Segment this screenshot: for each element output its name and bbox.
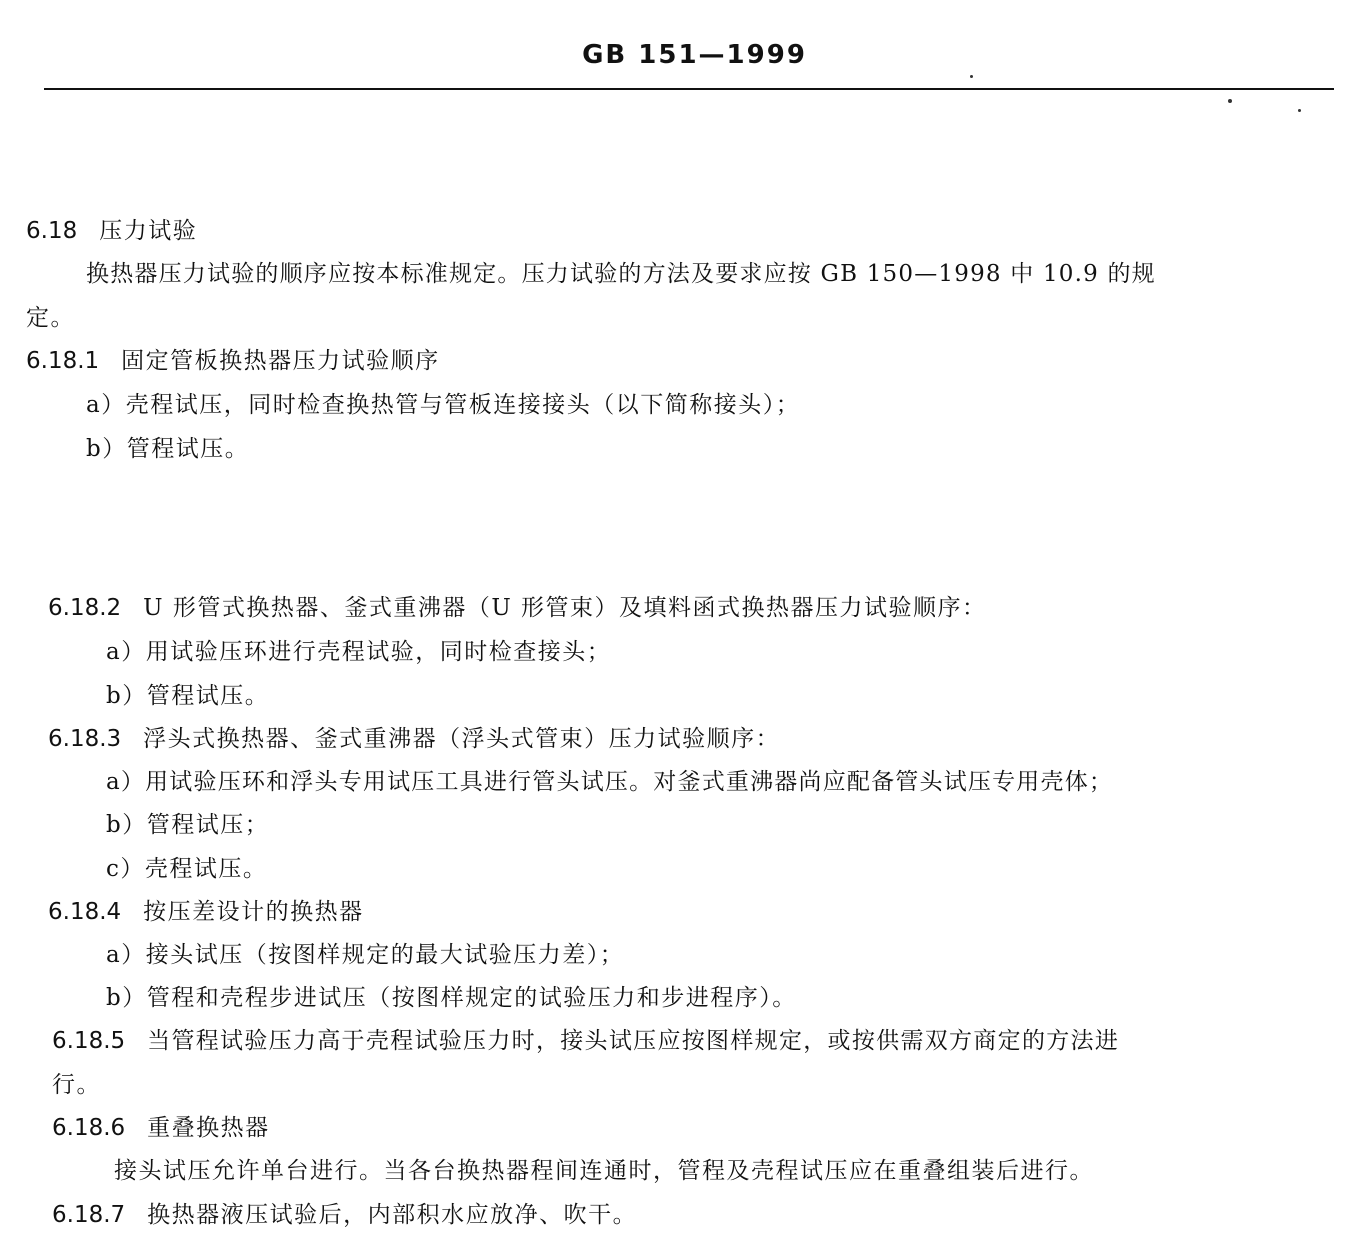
paragraph-line: 换热器压力试验的顺序应按本标准规定。压力试验的方法及要求应按 GB 150—1998 中 10.9 的规 — [86, 261, 1156, 287]
section-number: 6.18.7 — [52, 1202, 126, 1228]
section-number: 6.18 — [26, 218, 78, 244]
section-title: 固定管板换热器压力试验顺序 — [121, 348, 440, 374]
scan-speck — [1228, 99, 1232, 103]
section-number: 6.18.4 — [48, 899, 122, 925]
section-number: 6.18.6 — [52, 1115, 126, 1141]
section-heading — [26, 216, 197, 246]
list-item: b）管程试压； — [106, 812, 270, 838]
section-heading — [48, 897, 364, 927]
paragraph-line: 换热器液压试验后，内部积水应放净、吹干。 — [147, 1202, 638, 1228]
paragraph-line: 定。 — [26, 305, 75, 331]
section-heading — [48, 724, 780, 754]
header-divider — [44, 88, 1334, 90]
section-heading — [26, 346, 440, 376]
list-item: b）管程试压。 — [106, 683, 270, 709]
standard-number: GB 151—1999 — [582, 40, 807, 70]
section-heading — [52, 1113, 270, 1143]
list-item: a）壳程试压，同时检查换热管与管板连接接头（以下简称接头）； — [86, 392, 801, 418]
section-title: U 形管式换热器、釜式重沸器（U 形管束）及填料函式换热器压力试验顺序： — [143, 595, 987, 621]
list-item: c）壳程试压。 — [106, 856, 268, 882]
scan-speck — [1298, 109, 1301, 112]
list-item: b）管程试压。 — [86, 436, 250, 462]
scan-speck — [970, 75, 973, 78]
section-heading — [52, 1026, 1119, 1056]
section-title: 重叠换热器 — [147, 1115, 270, 1141]
list-item: a）用试验压环进行壳程试验，同时检查接头； — [106, 639, 612, 665]
paragraph-line: 行。 — [52, 1072, 101, 1098]
list-item: b）管程和壳程步进试压（按图样规定的试验压力和步进程序）。 — [106, 985, 797, 1011]
section-heading — [52, 1200, 637, 1230]
paragraph-line: 当管程试验压力高于壳程试验压力时，接头试压应按图样规定，或按供需双方商定的方法进 — [147, 1028, 1120, 1054]
section-number: 6.18.3 — [48, 726, 122, 752]
section-number: 6.18.5 — [52, 1028, 126, 1054]
list-item: a）用试验压环和浮头专用试压工具进行管头试压。对釜式重沸器尚应配备管头试压专用壳体； — [106, 769, 1114, 795]
section-number: 6.18.1 — [26, 348, 100, 374]
paragraph-line: 接头试压允许单台进行。当各台换热器程间连通时，管程及壳程试压应在重叠组装后进行。 — [114, 1158, 1094, 1184]
section-title: 压力试验 — [99, 218, 198, 244]
list-item: a）接头试压（按图样规定的最大试验压力差）； — [106, 942, 625, 968]
section-heading — [48, 593, 987, 623]
section-title: 按压差设计的换热器 — [143, 899, 364, 925]
section-title: 浮头式换热器、釜式重沸器（浮头式管束）压力试验顺序： — [143, 726, 781, 752]
section-number: 6.18.2 — [48, 595, 122, 621]
